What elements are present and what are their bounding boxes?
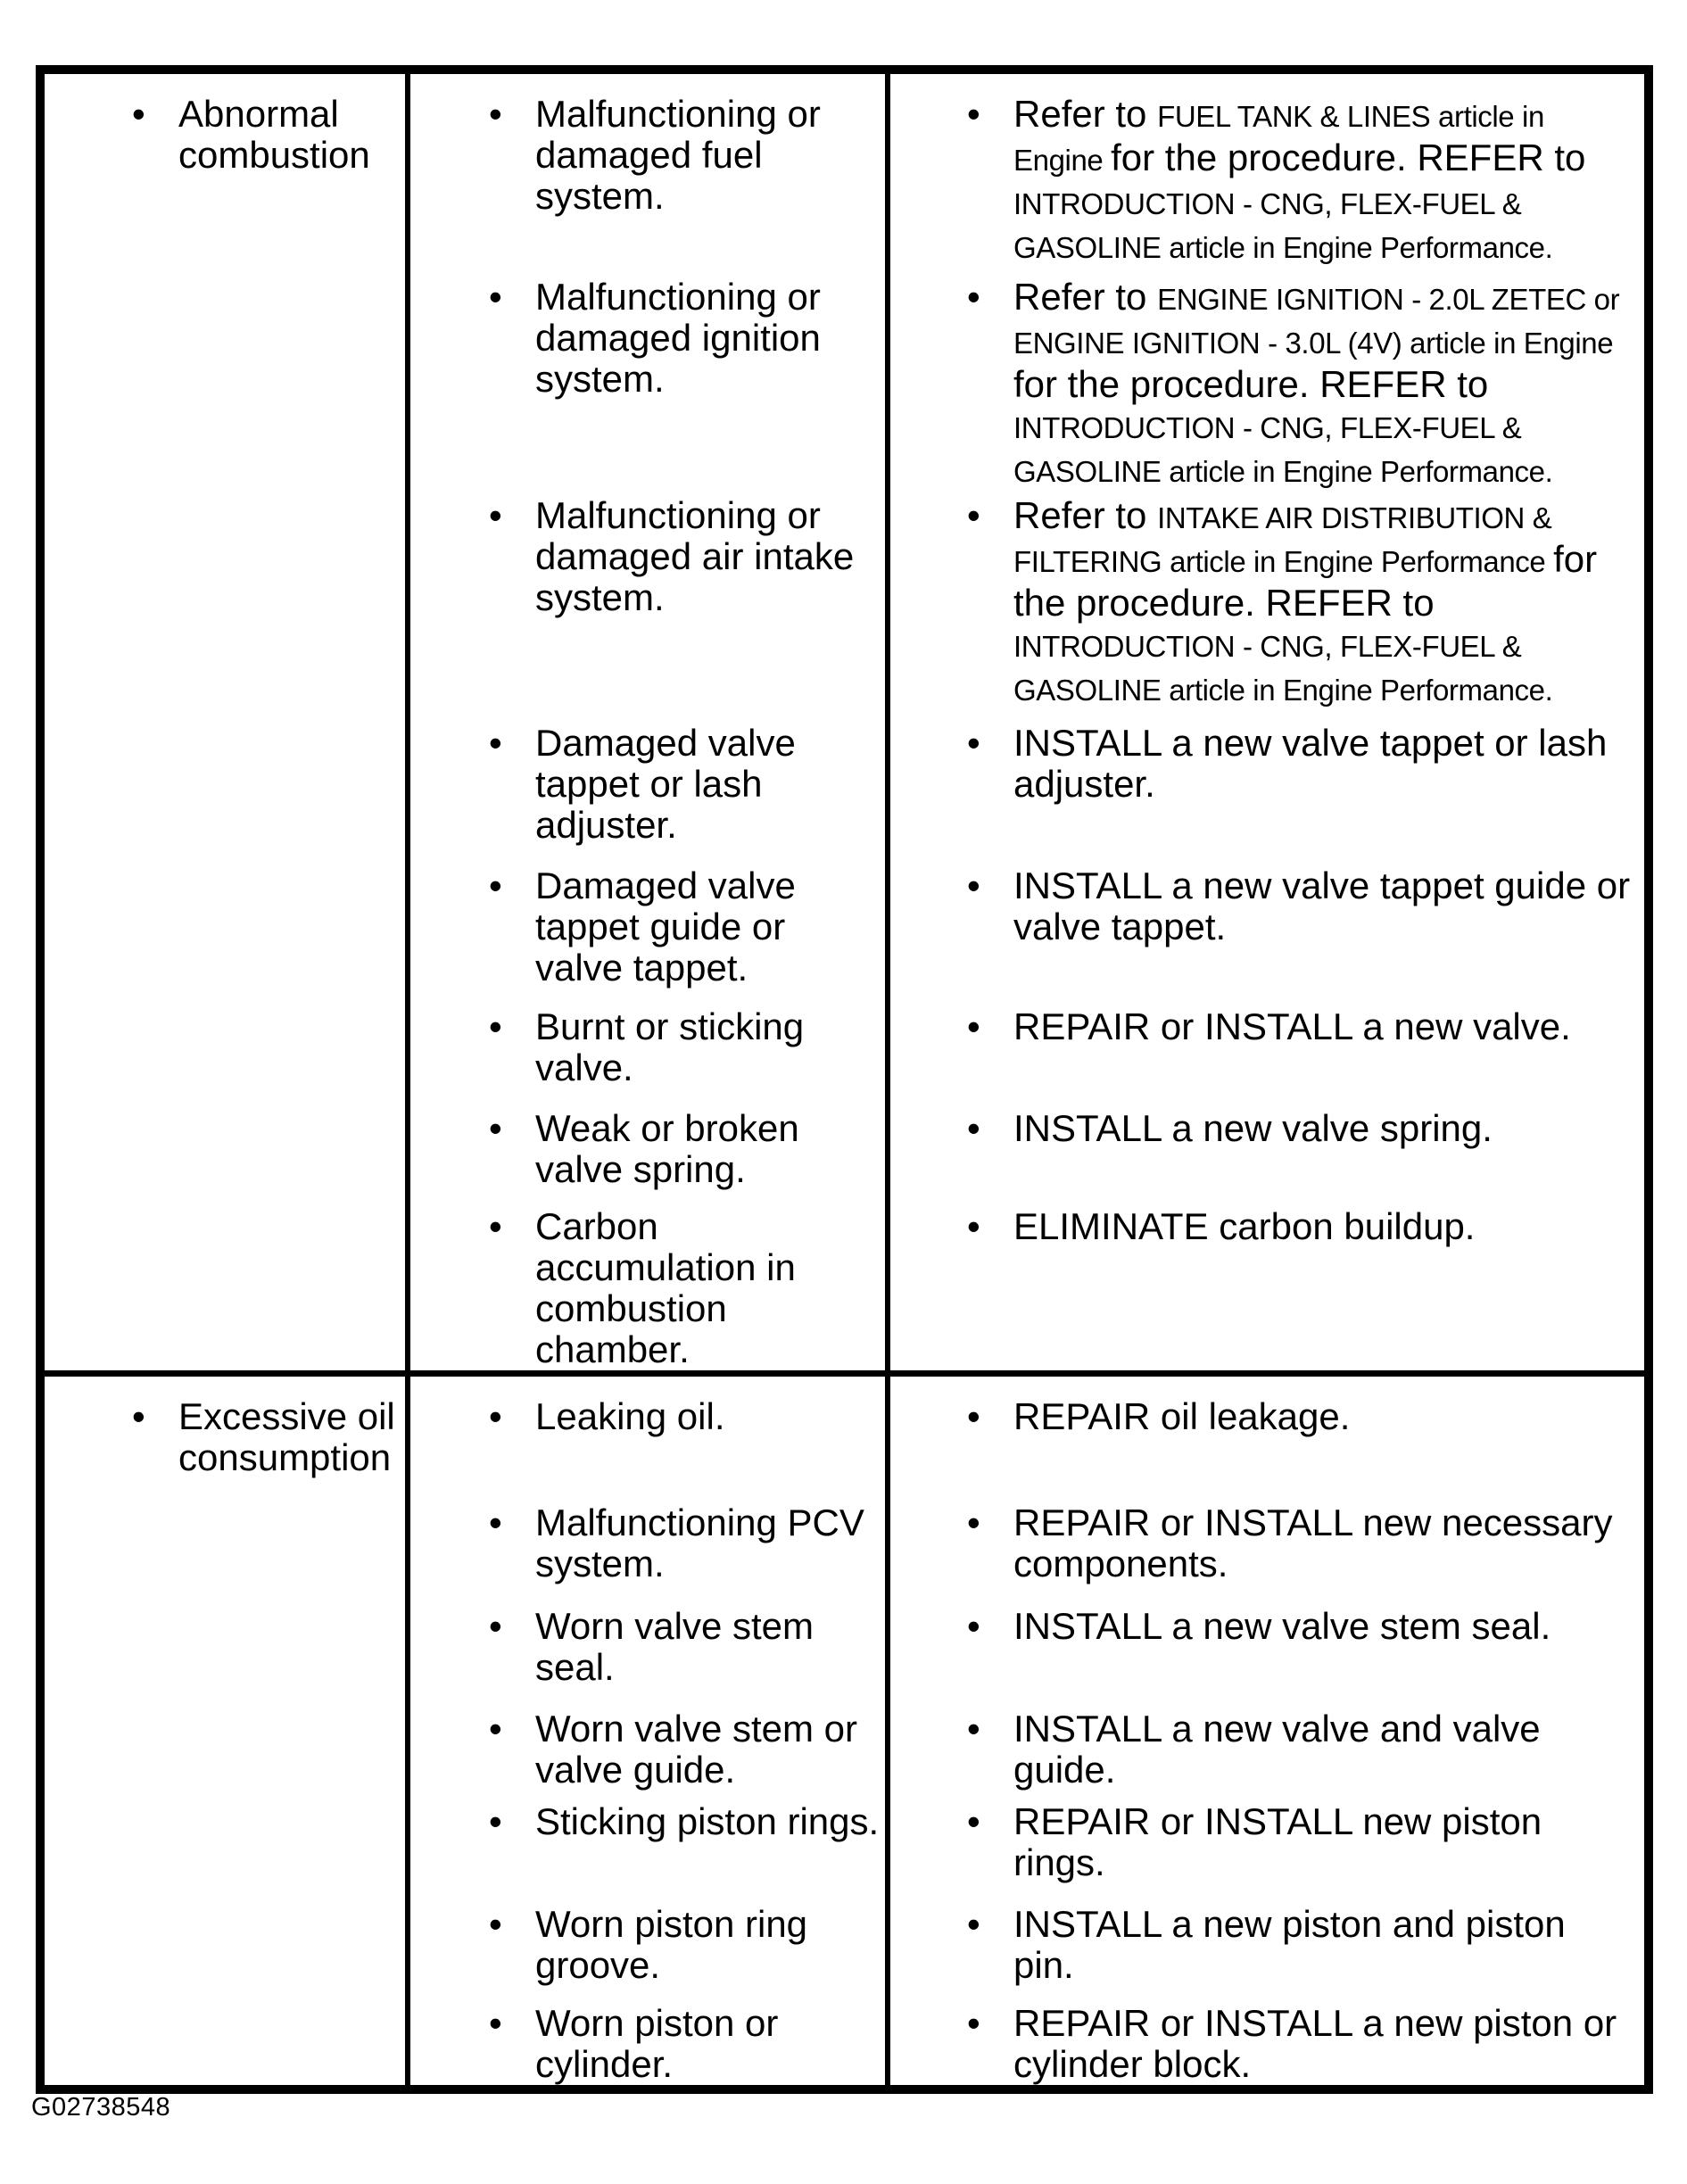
cause-text: Carbon accumulation in combustion chamber.	[535, 1205, 796, 1370]
cause-action-pair	[410, 495, 1644, 723]
bullet-icon: •	[967, 1903, 980, 1945]
action-text: INSTALL a new valve tappet or lash adjuster.	[1013, 722, 1608, 805]
cause-action-pair	[410, 2003, 1644, 2085]
action-cell	[890, 74, 1644, 277]
action-text: INSTALL a new valve stem seal.	[1013, 1605, 1551, 1647]
bullet-icon: •	[489, 1605, 502, 1647]
cause-cell	[410, 74, 890, 277]
cause-cell	[410, 1801, 890, 1904]
cause-text: Leaking oil.	[535, 1395, 725, 1437]
action-cell	[890, 865, 1644, 1006]
cause-action-pair	[410, 1206, 1644, 1370]
figure-id: G02738548	[31, 2093, 171, 2122]
cause-text: Malfunctioning or damaged fuel system.	[535, 93, 821, 217]
list-item	[132, 94, 398, 176]
bullet-icon: •	[489, 1903, 502, 1945]
cause-action-pair	[410, 74, 1644, 277]
cause-text: Sticking piston rings.	[535, 1800, 880, 1842]
bullet-icon: •	[489, 2002, 502, 2044]
action-text: REPAIR oil leakage.	[1013, 1395, 1351, 1437]
action-text: REPAIR or INSTALL a new valve.	[1013, 1005, 1571, 1047]
bullet-icon: •	[967, 1005, 980, 1047]
cause-action-pair	[410, 1502, 1644, 1606]
action-cell	[890, 1904, 1644, 2003]
cause-text: Damaged valve tappet guide or valve tappet.	[535, 864, 796, 989]
action-text: INSTALL a new valve spring.	[1013, 1107, 1493, 1149]
bullet-icon: •	[489, 1395, 502, 1437]
symptom-text: Excessive oil consumption	[178, 1395, 395, 1478]
cause-text: Malfunctioning or damaged air intake system.	[535, 494, 855, 618]
action-cell	[890, 1006, 1644, 1108]
cause-cell	[410, 495, 890, 723]
cause-cell	[410, 1006, 890, 1108]
bullet-icon: •	[489, 864, 502, 906]
bullet-icon: •	[967, 1605, 980, 1647]
action-cell	[890, 2003, 1644, 2085]
bullet-icon: •	[967, 1205, 980, 1247]
table-row-excessive-oil-consumption	[45, 1370, 1644, 2085]
bullet-icon: •	[967, 864, 980, 906]
action-cell	[890, 1801, 1644, 1904]
bullet-icon: •	[132, 93, 145, 135]
bullet-icon: •	[489, 1005, 502, 1047]
cause-text: Weak or broken valve spring.	[535, 1107, 799, 1190]
action-text: REPAIR or INSTALL new piston rings.	[1013, 1800, 1542, 1883]
cause-action-pair	[410, 1108, 1644, 1206]
cause-cell	[410, 1108, 890, 1206]
cause-text: Worn piston or cylinder.	[535, 2002, 779, 2085]
bullet-icon: •	[489, 276, 502, 318]
bullet-icon: •	[967, 494, 980, 536]
bullet-icon: •	[489, 1708, 502, 1750]
action-cell	[890, 723, 1644, 865]
cause-text: Worn piston ring groove.	[535, 1903, 808, 1986]
cause-action-pair	[410, 1801, 1644, 1904]
cause-text: Burnt or sticking valve.	[535, 1005, 805, 1088]
cause-action-pair	[410, 1904, 1644, 2003]
list-item	[132, 1396, 398, 1478]
cause-cell	[410, 277, 890, 495]
bullet-icon: •	[489, 1800, 502, 1842]
cause-action-pair	[410, 1606, 1644, 1708]
action-cell	[890, 1206, 1644, 1370]
cause-action-pair	[410, 277, 1644, 495]
cause-action-pair	[410, 1377, 1644, 1502]
action-text: Refer to FUEL TANK & LINES article in Engine for the procedure. REFER to INTRODUCTION - CNG, FLEX-FUEL & GASOLINE article in Engine Performance.	[1013, 93, 1586, 264]
engine-diagnosis-table	[36, 65, 1653, 2094]
cause-cell	[410, 1377, 890, 1502]
action-text: REPAIR or INSTALL a new piston or cylinder block.	[1013, 2002, 1617, 2085]
action-text: Refer to ENGINE IGNITION - 2.0L ZETEC or ENGINE IGNITION - 3.0L (4V) article in Engine for the procedure. REFER to INTRODUCTION - CNG, FLEX-FUEL & GASOLINE article in Engine Performance.	[1013, 276, 1620, 488]
bullet-icon: •	[967, 1502, 980, 1543]
cause-cell	[410, 2003, 890, 2085]
bullet-icon: •	[967, 1708, 980, 1750]
cause-action-pair	[410, 1006, 1644, 1108]
action-cell	[890, 1708, 1644, 1801]
bullet-icon: •	[967, 1800, 980, 1842]
cause-action-pair	[410, 865, 1644, 1006]
action-cell	[890, 1377, 1644, 1502]
cause-cell	[410, 1708, 890, 1801]
cause-cell	[410, 865, 890, 1006]
action-text: ELIMINATE carbon buildup.	[1013, 1205, 1476, 1247]
bullet-icon: •	[489, 1502, 502, 1543]
cause-cell	[410, 1904, 890, 2003]
cause-action-pairs	[410, 74, 1644, 1370]
bullet-icon: •	[489, 722, 502, 764]
action-cell	[890, 495, 1644, 723]
bullet-icon: •	[132, 1395, 145, 1437]
action-cell	[890, 277, 1644, 495]
bullet-icon: •	[967, 722, 980, 764]
table-row-abnormal-combustion	[45, 74, 1644, 1370]
cause-action-pair	[410, 1708, 1644, 1801]
bullet-icon: •	[967, 1395, 980, 1437]
action-text: INSTALL a new valve and valve guide.	[1013, 1708, 1541, 1791]
action-text: INSTALL a new piston and piston pin.	[1013, 1903, 1566, 1986]
cause-action-pairs	[410, 1377, 1644, 2085]
cause-text: Worn valve stem seal.	[535, 1605, 814, 1688]
action-cell	[890, 1502, 1644, 1606]
symptom-cell	[45, 74, 410, 1370]
action-text: REPAIR or INSTALL new necessary components.	[1013, 1502, 1613, 1584]
cause-text: Malfunctioning PCV system.	[535, 1502, 864, 1584]
action-cell	[890, 1606, 1644, 1708]
bullet-icon: •	[489, 494, 502, 536]
symptom-text: Abnormal combustion	[178, 93, 370, 176]
cause-cell	[410, 1606, 890, 1708]
bullet-icon: •	[489, 1205, 502, 1247]
bullet-icon: •	[967, 93, 980, 135]
cause-cell	[410, 723, 890, 865]
bullet-icon: •	[489, 93, 502, 135]
action-text: INSTALL a new valve tappet guide or valve tappet.	[1013, 864, 1631, 947]
cause-text: Worn valve stem or valve guide.	[535, 1708, 857, 1791]
bullet-icon: •	[967, 2002, 980, 2044]
bullet-icon: •	[967, 276, 980, 318]
action-text: Refer to INTAKE AIR DISTRIBUTION & FILTERING article in Engine Performance for the procedure. REFER to INTRODUCTION - CNG, FLEX-FUEL & GASOLINE article in Engine Performance.	[1013, 494, 1598, 707]
cause-cell	[410, 1502, 890, 1606]
bullet-icon: •	[967, 1107, 980, 1149]
cause-text: Malfunctioning or damaged ignition system.	[535, 276, 821, 400]
symptom-cell	[45, 1377, 410, 2085]
cause-cell	[410, 1206, 890, 1370]
cause-action-pair	[410, 723, 1644, 865]
bullet-icon: •	[489, 1107, 502, 1149]
action-cell	[890, 1108, 1644, 1206]
cause-text: Damaged valve tappet or lash adjuster.	[535, 722, 796, 846]
